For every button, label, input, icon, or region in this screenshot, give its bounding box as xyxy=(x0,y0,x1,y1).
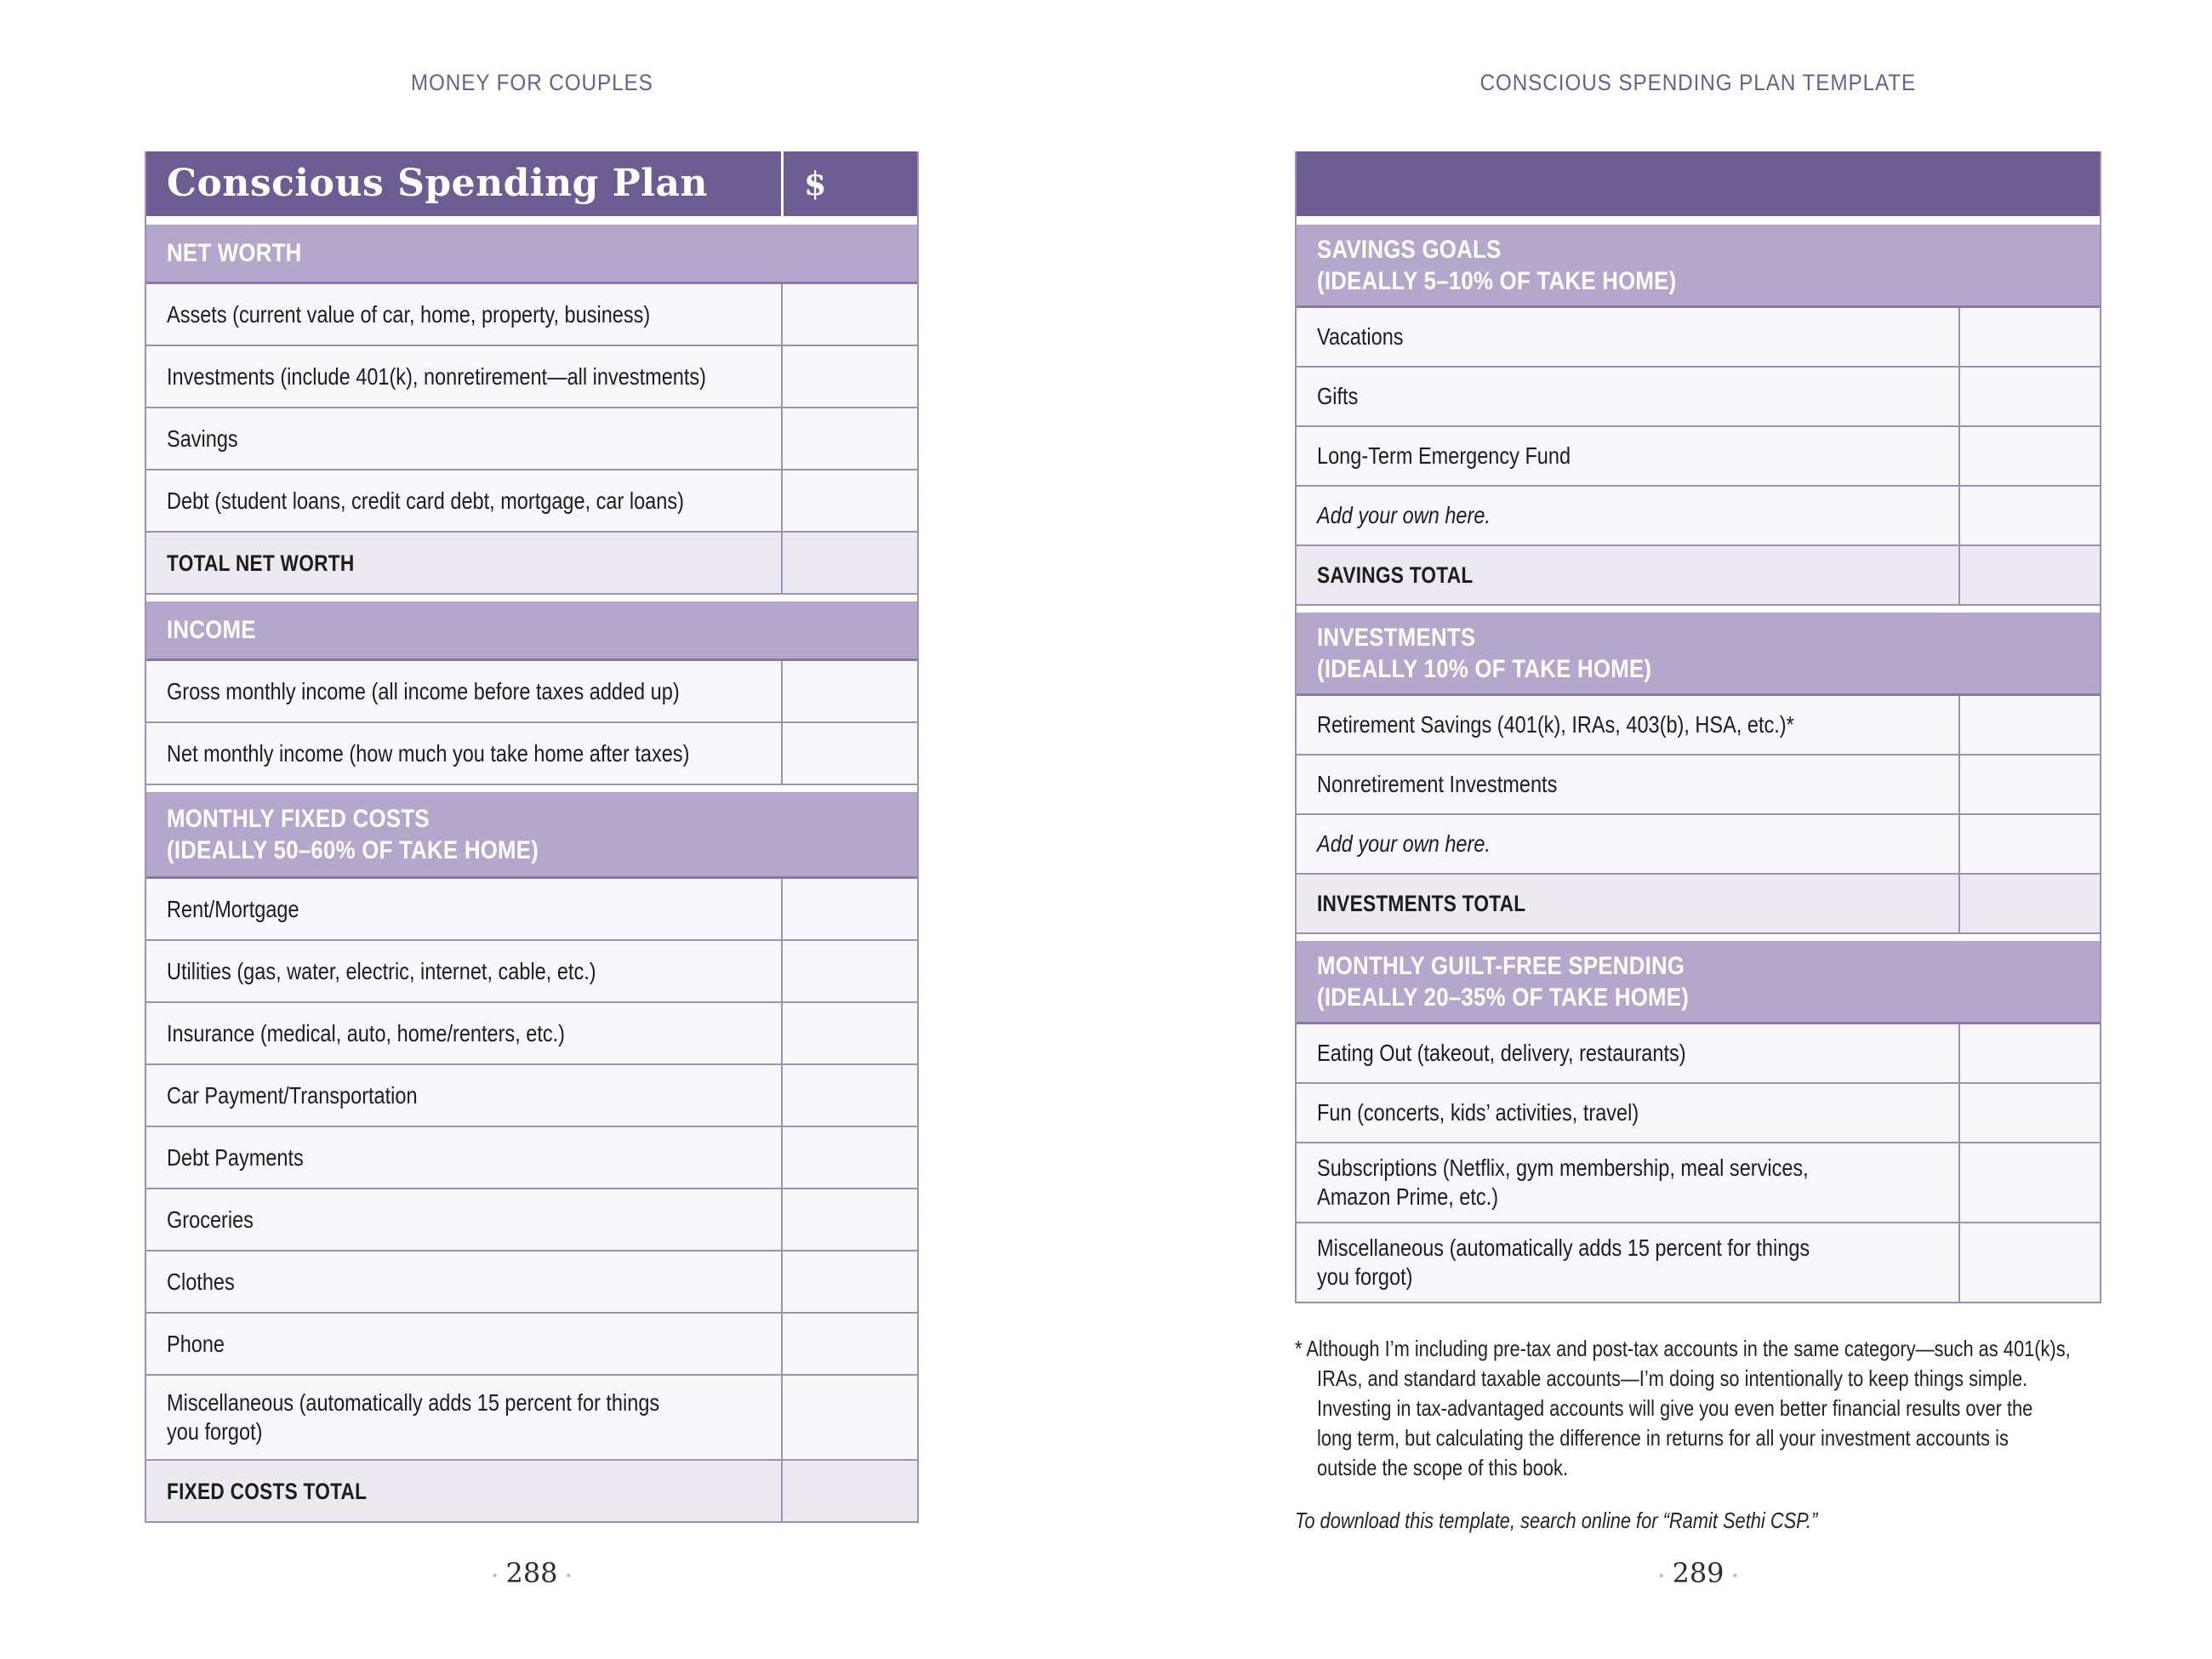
conscious-spending-plan-table-right xyxy=(1295,151,2101,1303)
row-label: Subscriptions (Netflix, gym membership, meal services, xyxy=(1317,1154,1809,1181)
amount-entry-cell xyxy=(781,941,917,1001)
line-item-row xyxy=(146,470,917,533)
amount-entry-cell xyxy=(1958,696,2100,754)
row-label-cell xyxy=(146,346,781,407)
row-label-cell xyxy=(1297,225,2100,305)
total-row xyxy=(1297,875,2100,934)
amount-entry-cell xyxy=(1958,755,2100,813)
row-label: Phone xyxy=(167,1330,225,1357)
section-header-row xyxy=(146,601,917,661)
download-note xyxy=(1295,1508,2105,1534)
section-header-row xyxy=(146,225,917,284)
row-label-cell xyxy=(146,533,781,593)
write-in-row xyxy=(1297,487,2100,546)
download-note-text: To download this template, search online for “Ramit Sethi CSP.” xyxy=(1295,1508,1818,1533)
line-item-row xyxy=(146,941,917,1003)
line-item-row xyxy=(146,1189,917,1251)
row-label: Amazon Prime, etc.) xyxy=(1317,1183,1499,1210)
amount-entry-cell xyxy=(1958,1143,2100,1222)
page-right xyxy=(1106,0,2212,1659)
amount-entry-cell xyxy=(781,1251,917,1312)
row-label-cell xyxy=(1297,1223,1958,1302)
row-label: Investments (include 401(k), nonretirement—all investments) xyxy=(167,362,707,390)
amount-entry-cell xyxy=(1958,308,2100,366)
row-label: Clothes xyxy=(167,1268,235,1295)
line-item-row xyxy=(146,1251,917,1314)
row-label-cell xyxy=(146,408,781,469)
running-head-left xyxy=(145,70,919,96)
total-row xyxy=(146,1461,917,1523)
footnote-text: long term, but calculating the difference in returns for all your investment accounts is xyxy=(1317,1425,2009,1451)
row-label-cell xyxy=(146,1376,781,1459)
amount-entry-cell xyxy=(1958,427,2100,485)
row-label: MONTHLY GUILT-FREE SPENDING xyxy=(1317,951,1685,980)
total-row xyxy=(1297,546,2100,606)
row-label-cell xyxy=(146,470,781,531)
row-label-cell xyxy=(146,225,917,282)
folio-ornament-icon: • xyxy=(1658,1569,1664,1583)
running-head-left-text: MONEY FOR COUPLES xyxy=(410,70,653,95)
row-label: Vacations xyxy=(1317,323,1404,350)
row-label: Car Payment/Transportation xyxy=(167,1081,418,1109)
amount-entry-cell xyxy=(781,661,917,721)
footnote-line xyxy=(1295,1334,2105,1364)
row-label-cell xyxy=(1297,487,1958,544)
row-label-cell xyxy=(1297,941,2100,1022)
line-item-row xyxy=(146,408,917,470)
footnote-line xyxy=(1295,1394,2105,1423)
line-item-row xyxy=(1297,1084,2100,1143)
line-item-row xyxy=(146,1065,917,1127)
row-label: INCOME xyxy=(167,616,256,644)
row-label-cell xyxy=(1297,755,1958,813)
amount-entry-cell xyxy=(781,346,917,407)
row-label-cell xyxy=(1297,613,2100,693)
line-item-row xyxy=(146,1314,917,1376)
row-label: Debt Payments xyxy=(167,1143,304,1171)
folio-ornament-icon: • xyxy=(492,1569,498,1583)
row-label: Long-Term Emergency Fund xyxy=(1317,442,1571,469)
row-label: Rent/Mortgage xyxy=(167,895,299,922)
amount-entry-cell xyxy=(1958,1084,2100,1142)
section-header-row xyxy=(1297,225,2100,308)
row-label: (IDEALLY 10% OF TAKE HOME) xyxy=(1317,654,1652,683)
row-label: Debt (student loans, credit card debt, mortgage, car loans) xyxy=(167,487,684,514)
footnote-text: IRAs, and standard taxable accounts—I’m doing so intentionally to keep things simple. xyxy=(1317,1365,2028,1391)
line-item-row xyxy=(146,661,917,723)
row-label-cell xyxy=(146,1251,781,1312)
amount-entry-cell xyxy=(1958,1223,2100,1302)
amount-entry-cell xyxy=(1958,487,2100,544)
footnote-text: Investing in tax-advantaged accounts will give you even better financial results over the xyxy=(1317,1395,2033,1421)
row-label: Nonretirement Investments xyxy=(1317,771,1558,797)
amount-entry-cell xyxy=(781,1314,917,1374)
folio-ornament-icon: • xyxy=(566,1569,572,1583)
row-label: you forgot) xyxy=(1317,1263,1413,1290)
row-label-cell xyxy=(146,941,781,1001)
page-number-right-value: 289 xyxy=(1672,1557,1725,1589)
line-item-row xyxy=(146,284,917,346)
row-label: Fun (concerts, kids’ activities, travel) xyxy=(1317,1099,1639,1126)
footnote-line xyxy=(1295,1423,2105,1453)
row-label: Retirement Savings (401(k), IRAs, 403(b), HSA, etc.)* xyxy=(1317,711,1794,738)
row-label: Savings xyxy=(167,425,238,452)
row-label-cell xyxy=(146,284,781,345)
footnote-line xyxy=(1295,1364,2105,1394)
footnote-text: * Although I’m including pre-tax and post-tax accounts in the same category—such as 401(k)s, xyxy=(1295,1336,2071,1361)
row-label: Assets (current value of car, home, property, business) xyxy=(167,300,651,328)
line-item-row xyxy=(1297,308,2100,368)
line-item-row xyxy=(146,1003,917,1065)
footnote-text: outside the scope of this book. xyxy=(1317,1455,1569,1480)
page-number-right xyxy=(1295,1557,2101,1589)
table-title-cell xyxy=(146,151,781,216)
row-label: TOTAL NET WORTH xyxy=(167,550,355,576)
currency-header-cell xyxy=(781,151,917,216)
row-label-cell xyxy=(146,601,917,658)
section-header-row xyxy=(1297,613,2100,696)
table-header-row xyxy=(146,151,917,216)
line-item-row xyxy=(146,723,917,785)
row-label: (IDEALLY 5–10% OF TAKE HOME) xyxy=(1317,266,1677,295)
row-label-cell xyxy=(1297,546,1958,604)
footnote-line xyxy=(1295,1453,2105,1483)
row-label-cell xyxy=(1297,368,1958,425)
table-title: Conscious Spending Plan xyxy=(167,162,708,205)
row-label: Gifts xyxy=(1317,383,1359,409)
amount-entry-cell xyxy=(1958,1024,2100,1082)
row-label-cell xyxy=(1297,875,1958,932)
amount-entry-cell xyxy=(781,1376,917,1459)
amount-entry-cell xyxy=(1958,815,2100,873)
row-label: Insurance (medical, auto, home/renters, etc.) xyxy=(167,1019,566,1046)
row-label-cell xyxy=(146,879,781,939)
row-label: SAVINGS TOTAL xyxy=(1317,562,1474,588)
row-label: Net monthly income (how much you take home after taxes) xyxy=(167,739,690,767)
line-item-row xyxy=(1297,427,2100,487)
row-label: Eating Out (takeout, delivery, restaurants) xyxy=(1317,1040,1686,1066)
row-label: Add your own here. xyxy=(1317,502,1491,528)
row-label: you forgot) xyxy=(167,1418,263,1445)
dollar-sign: $ xyxy=(804,164,827,202)
row-label: Miscellaneous (automatically adds 15 percent for things xyxy=(1317,1234,1810,1261)
write-in-row xyxy=(1297,815,2100,875)
amount-entry-cell xyxy=(781,1065,917,1126)
amount-entry-cell xyxy=(1958,368,2100,425)
amount-entry-cell xyxy=(781,1461,917,1521)
row-label: MONTHLY FIXED COSTS xyxy=(167,804,430,833)
line-item-row xyxy=(146,1127,917,1189)
row-label: Groceries xyxy=(167,1206,254,1233)
page-number-left xyxy=(145,1557,919,1589)
row-label: Miscellaneous (automatically adds 15 percent for things xyxy=(167,1389,660,1416)
section-header-row xyxy=(146,792,917,879)
line-item-row xyxy=(1297,755,2100,815)
line-item-row xyxy=(1297,368,2100,427)
row-label-cell xyxy=(1297,1024,1958,1082)
row-label: Gross monthly income (all income before taxes added up) xyxy=(167,677,680,704)
amount-entry-cell xyxy=(781,470,917,531)
running-head-right xyxy=(1295,70,2101,96)
row-label: NET WORTH xyxy=(167,239,302,267)
footnote xyxy=(1295,1334,2105,1483)
row-label-cell xyxy=(146,1065,781,1126)
line-item-row xyxy=(146,1376,917,1461)
row-label-cell xyxy=(1297,815,1958,873)
section-header-row xyxy=(1297,941,2100,1024)
amount-entry-cell xyxy=(781,533,917,593)
row-label-cell xyxy=(1297,1084,1958,1142)
row-label-cell xyxy=(146,1127,781,1188)
page-number-left-value: 288 xyxy=(505,1557,558,1589)
line-item-row xyxy=(1297,696,2100,755)
row-label-cell xyxy=(1297,696,1958,754)
line-item-row xyxy=(1297,1024,2100,1084)
running-head-right-text: CONSCIOUS SPENDING PLAN TEMPLATE xyxy=(1479,70,1917,95)
row-label-cell xyxy=(146,1314,781,1374)
folio-ornament-icon: • xyxy=(1732,1569,1738,1583)
amount-entry-cell xyxy=(781,723,917,784)
row-label: INVESTMENTS TOTAL xyxy=(1317,891,1526,916)
row-label-cell xyxy=(1297,308,1958,366)
total-row xyxy=(146,533,917,595)
line-item-row xyxy=(1297,1143,2100,1223)
row-label: (IDEALLY 50–60% OF TAKE HOME) xyxy=(167,835,539,864)
line-item-row xyxy=(146,879,917,941)
row-label-cell xyxy=(146,661,781,721)
row-label: SAVINGS GOALS xyxy=(1317,235,1502,264)
row-label-cell xyxy=(1297,1143,1958,1222)
row-label-cell xyxy=(1297,427,1958,485)
amount-entry-cell xyxy=(781,1127,917,1188)
amount-entry-cell xyxy=(781,408,917,469)
row-label: (IDEALLY 20–35% OF TAKE HOME) xyxy=(1317,983,1690,1012)
amount-entry-cell xyxy=(781,879,917,939)
amount-entry-cell xyxy=(1958,546,2100,604)
line-item-row xyxy=(146,346,917,408)
row-label-cell xyxy=(146,723,781,784)
table-header-band-blank xyxy=(1297,151,2100,216)
row-label-cell xyxy=(146,792,917,876)
amount-entry-cell xyxy=(781,1003,917,1063)
conscious-spending-plan-table-left xyxy=(145,151,919,1523)
row-label-cell xyxy=(146,1003,781,1063)
row-label: Add your own here. xyxy=(1317,830,1491,857)
amount-entry-cell xyxy=(1958,875,2100,932)
amount-entry-cell xyxy=(781,284,917,345)
row-label-cell xyxy=(146,1461,781,1521)
row-label: INVESTMENTS xyxy=(1317,623,1476,652)
line-item-row xyxy=(1297,1223,2100,1303)
amount-entry-cell xyxy=(781,1189,917,1250)
row-label-cell xyxy=(146,1189,781,1250)
row-label: Utilities (gas, water, electric, internet, cable, etc.) xyxy=(167,957,596,984)
row-label: FIXED COSTS TOTAL xyxy=(167,1478,368,1504)
